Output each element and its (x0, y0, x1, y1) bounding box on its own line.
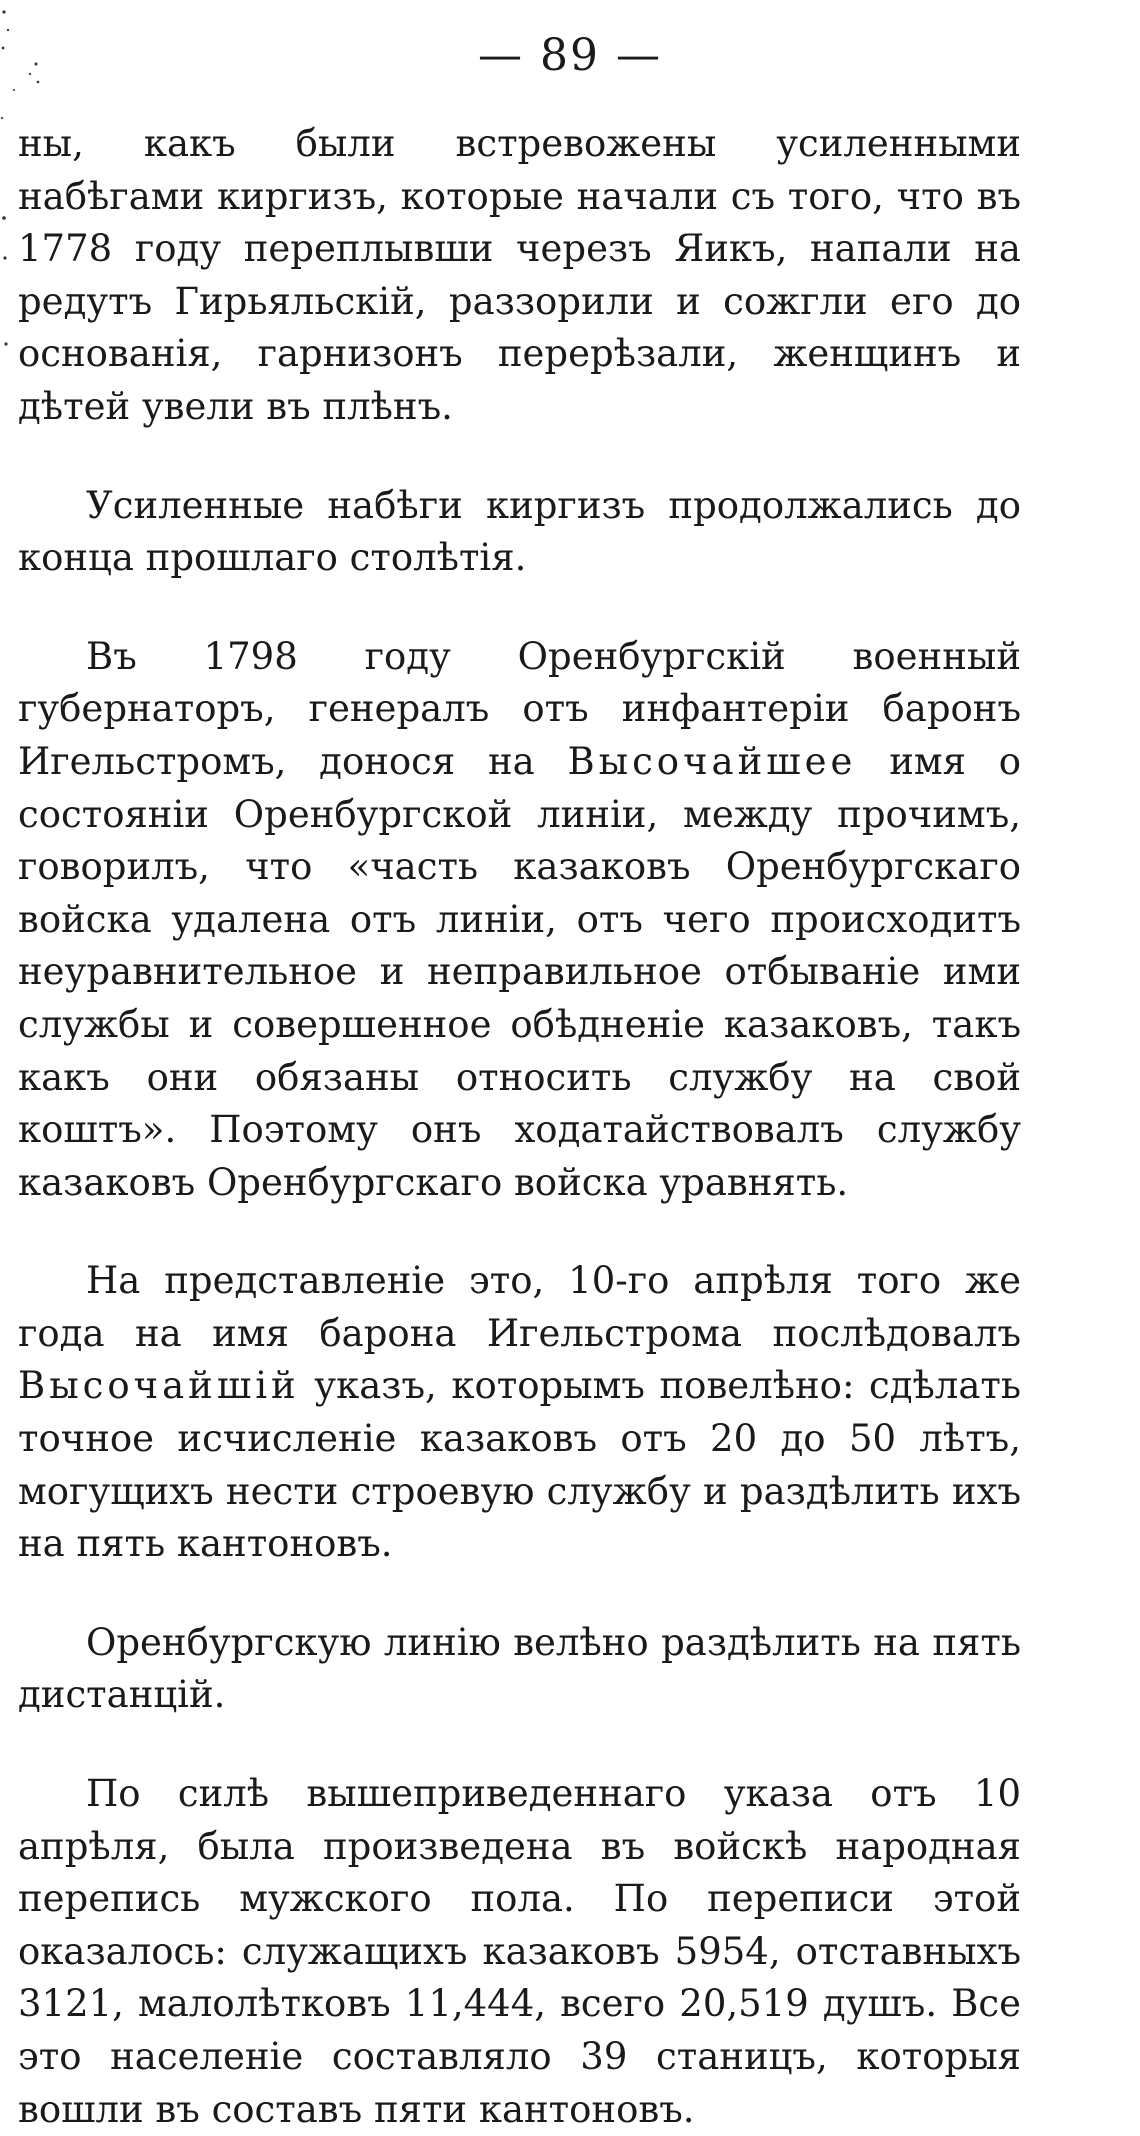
paragraph-text: На представленіе это, 10-го апрѣля того же года на имя барона Игельстрома послѣдовалъ (18, 1259, 1021, 1355)
body-text (18, 118, 1021, 2136)
paragraph-continued: ны, какъ были встревожены усиленными набѣгами киргизъ, которые начали съ того, что въ 1778 году переплывши черезъ Яикъ, напали на редутъ Гирьяльскій, раззорили и сожгли его до основанія, гарнизонъ перерѣзали, женщинъ и дѣтей увели въ плѣнъ. (18, 122, 1021, 428)
emphasized-word: Высочайшее (567, 739, 857, 783)
page-number: — 89 — (478, 30, 662, 81)
paragraph-governor-report (18, 631, 1021, 1210)
emphasized-word: Высочайшій (18, 1364, 300, 1408)
paragraph-kirgiz-raids: Усиленные набѣги киргизъ продолжались до конца прошлаго столѣтія. (18, 483, 1021, 580)
paragraph-line-division: Оренбургскую линію велѣно раздѣлить на пять дистанцій. (18, 1620, 1021, 1717)
paragraph-text: Въ 1798 году Оренбургскій военный губернаторъ, генералъ отъ инфантеріи баронъ Игельстромъ, донося на (18, 634, 1021, 783)
paragraph-text: имя о состояніи Оренбургской линіи, между прочимъ, говорилъ, что «часть казаковъ Оренбургскаго войска удалена отъ линіи, отъ чего происходитъ неуравнительное и неправильное отбываніе ими службы и совершенное обѣдненіе казаковъ, такъ какъ они обязаны относить службу на свой коштъ». Поэтому онъ ходатайствовалъ службу казаковъ Оренбургскаго войска уравнять. (18, 739, 1021, 1204)
paragraph-text: указъ, которымъ повелѣно: сдѣлать точное исчисленіе казаковъ отъ 20 до 50 лѣтъ, могущихъ нести строевую службу и раздѣлить ихъ на пять кантоновъ. (18, 1364, 1021, 1566)
paragraph-imperial-decree (18, 1255, 1021, 1571)
paragraph-census: По силѣ вышеприведеннаго указа отъ 10 апрѣля, была произведена въ войскѣ народная перепись мужского пола. По переписи этой оказалось: служащихъ казаковъ 5954, отставныхъ 3121, малолѣтковъ 11,444, всего 20,519 душъ. Все это населеніе составляло 39 станицъ, которыя вошли въ составъ пяти кантоновъ. (18, 1772, 1021, 2131)
